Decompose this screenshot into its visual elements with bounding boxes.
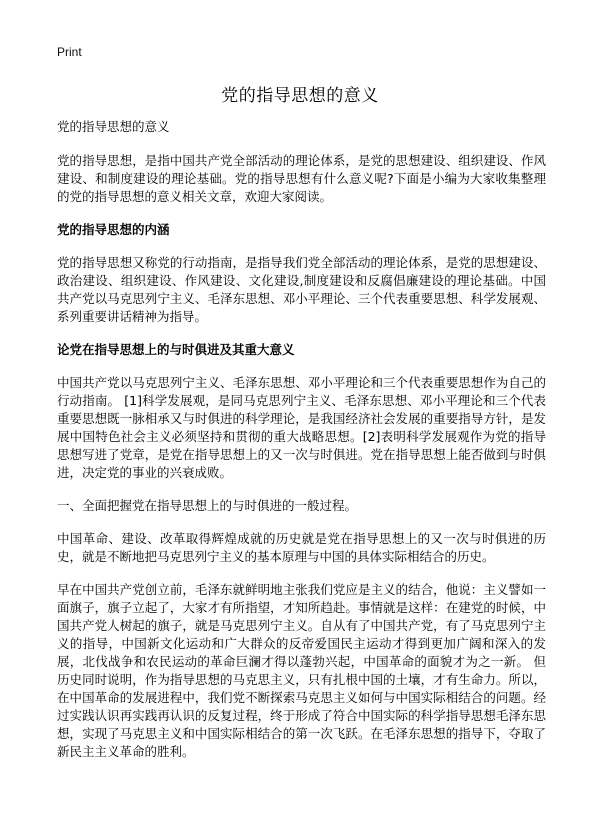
history-paragraph: 中国革命、建设、改革取得辉煌成就的历史就是党在指导思想上的又一次与时俱进的历史，就是不断地把马克思列宁主义的基本原理与中国的具体实际相结合的历史。 [57,531,546,564]
section-heading-connotation: 党的指导思想的内涵 [57,222,170,237]
document-content [57,118,546,776]
point-one-paragraph: 一、全面把握党在指导思想上的与时俱进的一般过程。 [57,498,358,513]
connotation-paragraph: 党的指导思想又称党的行动指南，是指导我们党全部活动的理论体系，是党的思想建设、政治建设、组织建设、作风建设、文化建设,制度建设和反腐倡廉建设的理论基础。中国共产党以马克思列宁主义、毛泽东思想、邓小平理论、三个代表重要思想、科学发展观、系列重要讲话精神为指导。 [57,255,546,324]
progress-paragraph: 中国共产党以马克思列宁主义、毛泽东思想、邓小平理论和三个代表重要思想作为自己的行动指南。 [1]科学发展观，是同马克思列宁主义、毛泽东思想、邓小平理论和三个代表重要思想既一脉相承又与时俱进的科学理论，是我国经济社会发展的重要指导方针，是发展中国特色社会主义必须坚持和贯彻的重大战略思想。[2]表明科学发展观作为党的指导思想写进了党章，是党在指导思想上的又一次与时俱进。党在指导思想上能否做到与时俱进，决定党的事业的兴衰成败。 [57,375,546,480]
document-subtitle: 党的指导思想的意义 [57,119,170,134]
founding-paragraph: 早在中国共产党创立前，毛泽东就鲜明地主张我们党应是主义的结合，他说：主义譬如一面旗子，旗子立起了，大家才有所指望，才知所趋赴。事情就是这样：在建党的时候，中国共产党人树起的旗子，就是马克思列宁主义。自从有了中国共产党，有了马克思列宁主义的指导，中国新文化运动和广大群众的反帝爱国民主运动才得到更加广阔和深入的发展，北伐战争和农民运动的革命巨澜才得以蓬勃兴起，中国革命的面貌才为之一新。 但历史同时说明，作为指导思想的马克思主义，只有扎根中国的土壤，才有生命力。所以，在中国革命的发展进程中，我们党不断探索马克思主义如何与中国实际相结合的问题。经过实践认识再实践再认识的反复过程，终于形成了符合中国实际的科学指导思想毛泽东思想，实现了马克思主义和中国实际相结合的第一次飞跃。在毛泽东思想的指导下，夺取了新民主主义革命的胜利。 [57,582,546,759]
intro-paragraph: 党的指导思想，是指中国共产党全部活动的理论体系，是党的思想建设、组织建设、作风建设、和制度建设的理论基础。党的指导思想有什么意义呢?下面是小编为大家收集整理的党的指导思想的意义相关文章，欢迎大家阅读。 [57,153,546,204]
page-title: 党的指导思想的意义 [221,86,379,106]
print-label: Print [57,45,82,59]
section-heading-progress: 论党在指导思想上的与时俱进及其重大意义 [57,342,295,357]
